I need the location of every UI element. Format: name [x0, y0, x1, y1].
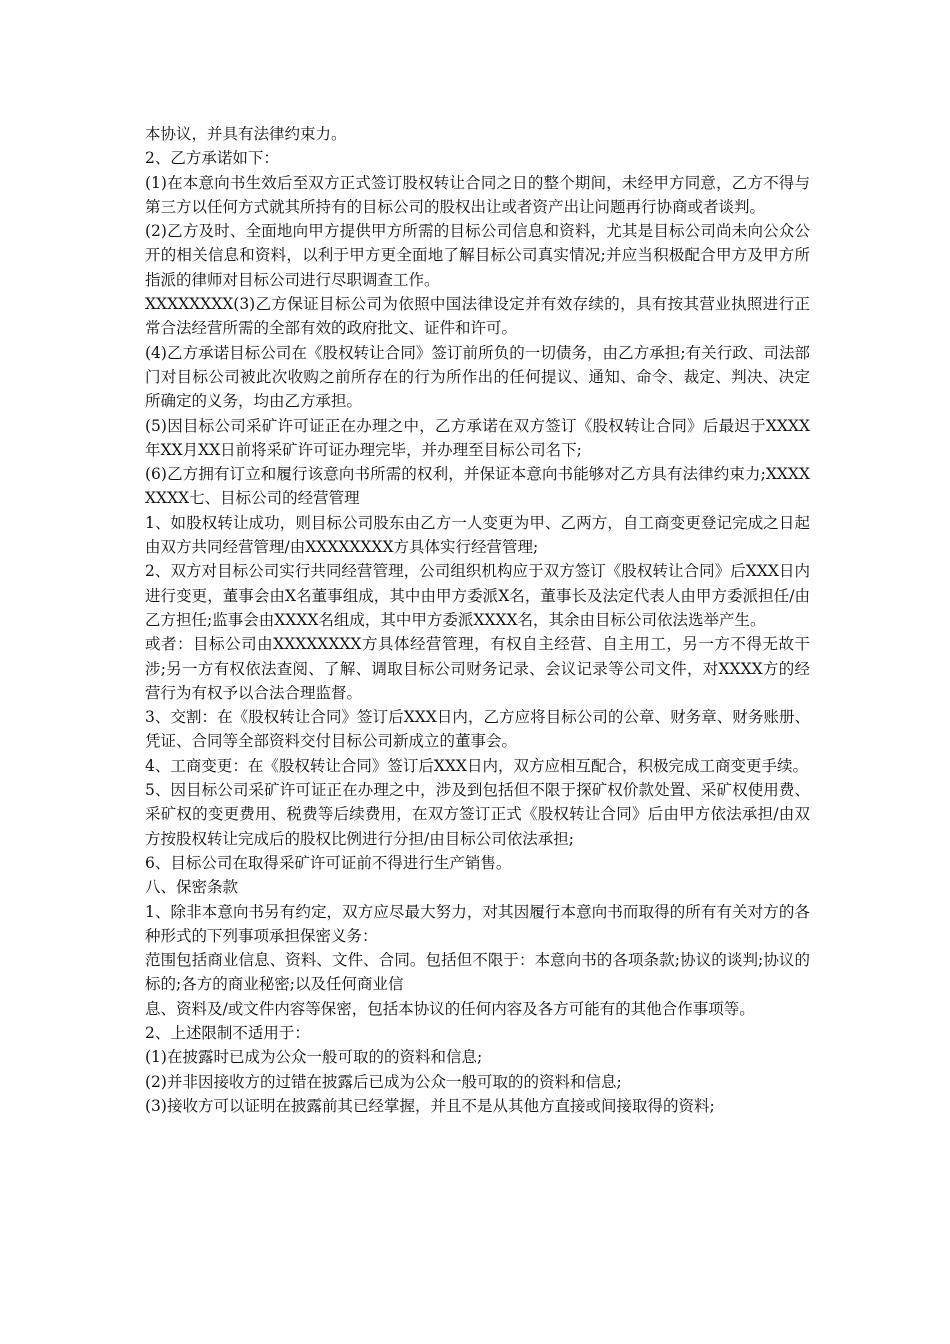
paragraph-promise-3: XXXXXXXX(3)乙方保证目标公司为依照中国法律设定并有效存续的，具有按其营业执照进行正常合法经营所需的全部有效的政府批文、证件和许可。 [145, 295, 810, 338]
paragraph-intro-continuation: 本协议，并具有法律约束力。 [145, 125, 347, 143]
paragraph-promise-2: (2)乙方及时、全面地向甲方提供甲方所需的目标公司信息和资料，尤其是目标公司尚未向公众公开的相关信息和资料，以利于甲方更全面地了解目标公司真实情况;并应当积极配合甲方及甲方所指派的律师对目标公司进行尽职调查工作。 [145, 222, 810, 289]
paragraph-management-alternative: 或者：目标公司由XXXXXXXX方具体经营管理，有权自主经营、自主用工，另一方不得无故干涉;另一方有权依法查阅、了解、调取目标公司财务记录、会议记录等公司文件，对XXXX方的经营行为有权予以合法合理监督。 [145, 635, 810, 702]
paragraph-promise-1: (1)在本意向书生效后至双方正式签订股权转让合同之日的整个期间，未经甲方同意，乙方不得与第三方以任何方式就其所持有的目标公司的股权出让或者资产出让问题再行协商或者谈判。 [145, 173, 810, 216]
paragraph-management-3: 3、交割：在《股权转让合同》签订后XXX日内，乙方应将目标公司的公章、财务章、财务账册、凭证、合同等全部资料交付目标公司新成立的董事会。 [145, 708, 810, 751]
paragraph-confidentiality-2: 2、上述限制不适用于： [145, 1023, 310, 1042]
paragraph-management-2: 2、双方对目标公司实行共同经营管理，公司组织机构应于双方签订《股权转让合同》后XXX日内进行变更，董事会由X名董事组成，其中由甲方委派X名，董事长及法定代表人由甲方委派担任/由乙方担任;监事会由XXXX名组成，其中甲方委派XXXX名，其余由目标公司依法选举产生。 [145, 562, 810, 629]
document-body [145, 122, 810, 1118]
paragraph-management-5: 5、因目标公司采矿许可证正在办理之中，涉及到包括但不限于探矿权价款处置、采矿权使用费、采矿权的变更费用、税费等后续费用，在双方签订正式《股权转让合同》后由甲方依法承担/由双方按股权转让完成后的股权比例进行分担/由目标公司依法承担; [145, 781, 810, 848]
paragraph-promise-4: (4)乙方承诺目标公司在《股权转让合同》签订前所负的一切债务，由乙方承担;有关行政、司法部门对目标公司被此次收购之前所存在的行为所作出的任何提议、通知、命令、裁定、判决、决定所确定的义务，均由乙方承担。 [145, 343, 810, 411]
paragraph-confidentiality-scope-continued: 息、资料及/或文件内容等保密，包括本协议的任何内容及各方可能有的其他合作事项等。 [145, 999, 755, 1018]
paragraph-promise-6: (6)乙方拥有订立和履行该意向书所需的权利，并保证本意向书能够对乙方具有法律约束力;XXXXXXXX七、目标公司的经营管理 [145, 465, 810, 508]
paragraph-management-1: 1、如股权转让成功，则目标公司股东由乙方一人变更为甲、乙两方，自工商变更登记完成之日起由双方共同经营管理/由XXXXXXXX方具体实行经营管理; [145, 513, 810, 557]
paragraph-confidentiality-1: 1、除非本意向书另有约定，双方应尽最大努力，对其因履行本意向书而取得的所有有关对方的各种形式的下列事项承担保密义务： [145, 902, 810, 945]
paragraph-promise-5: (5)因目标公司采矿许可证正在办理之中，乙方承诺在双方签订《股权转让合同》后最迟于XXXX年XX月XX日前将采矿许可证办理完毕，并办理至目标公司名下; [145, 416, 810, 459]
paragraph-exception-3: (3)接收方可以证明在披露前其已经掌握，并且不是从其他方直接或间接取得的资料; [145, 1096, 715, 1115]
paragraph-management-6: 6、目标公司在取得采矿许可证前不得进行生产销售。 [145, 853, 512, 872]
section-heading-confidentiality: 八、保密条款 [145, 878, 239, 897]
paragraph-exception-1: (1)在披露时已成为公众一般可取的的资料和信息; [145, 1048, 483, 1067]
paragraph-exception-2: (2)并非因接收方的过错在披露后已成为公众一般可取的的资料和信息; [145, 1072, 622, 1091]
paragraph-party-b-promises-heading: 2、乙方承诺如下： [145, 149, 279, 168]
paragraph-management-4: 4、工商变更：在《股权转让合同》签订后XXX日内，双方应相互配合，积极完成工商变更手续。 [145, 756, 808, 775]
paragraph-confidentiality-scope: 范围包括商业信息、资料、文件、合同。包括但不限于：本意向书的各项条款;协议的谈判;协议的标的;各方的商业秘密;以及任何商业信 [145, 951, 810, 994]
